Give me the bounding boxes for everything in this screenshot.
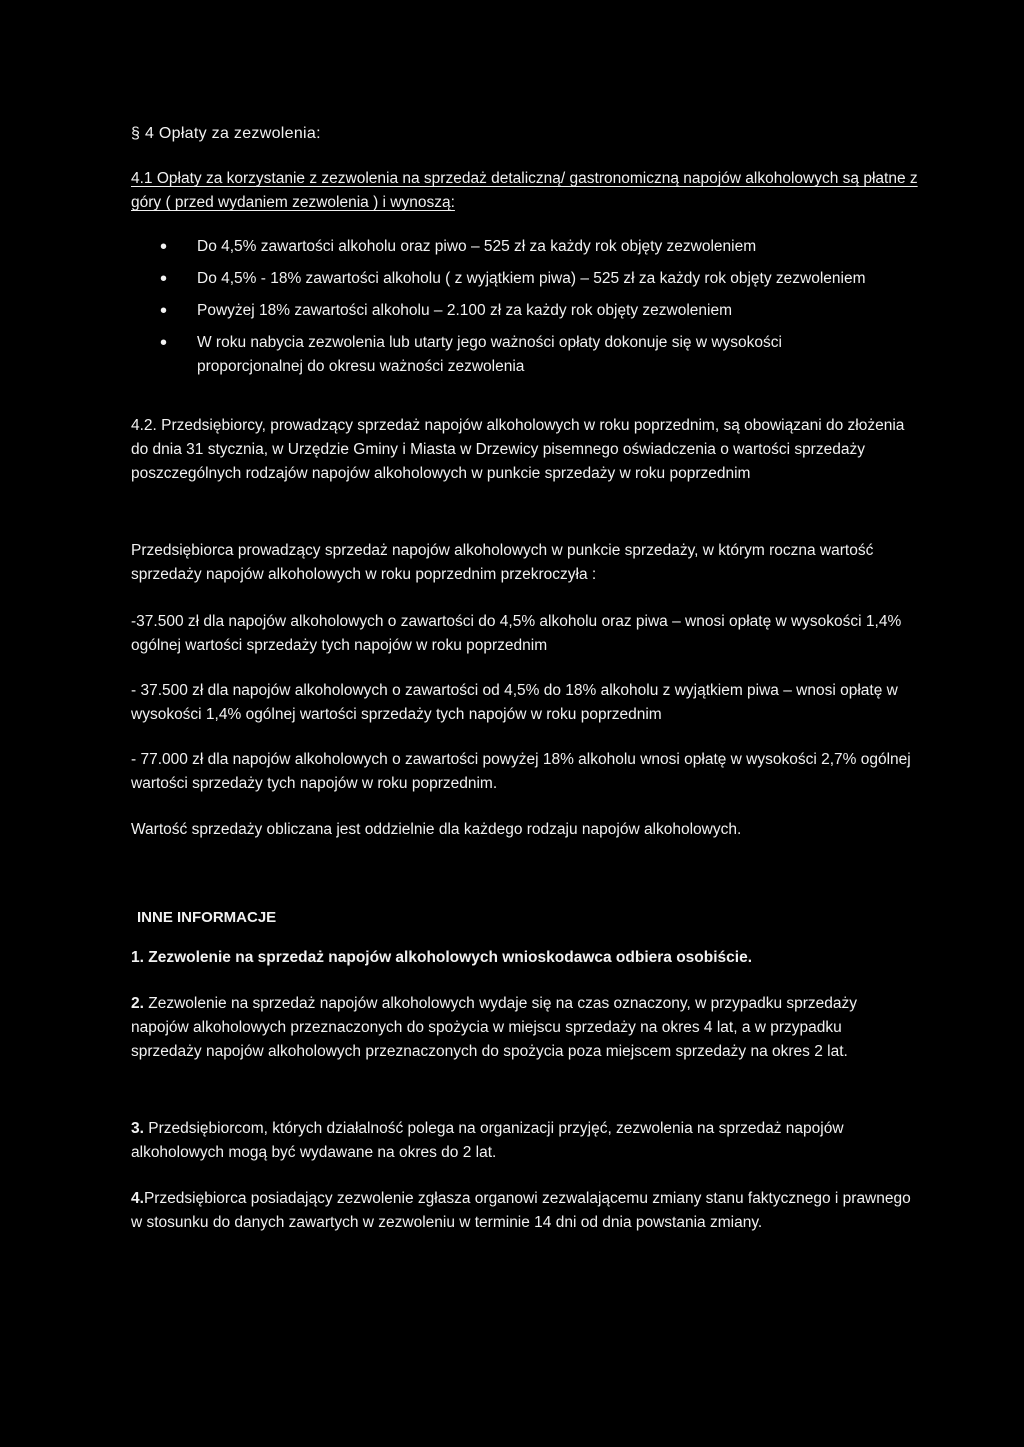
fee-item-1: • Do 4,5% zawartości alkoholu oraz piwo – 525 zł za każdy rok objęty zezwoleniem <box>160 235 880 259</box>
fee-item-3: • Powyżej 18% zawartości alkoholu – 2.100 zł za każdy rok objęty zezwoleniem <box>160 299 880 323</box>
fees-list <box>160 235 880 387</box>
section-heading: § 4 Opłaty za zezwolenia: <box>131 125 321 142</box>
fees-intro: 4.1 Opłaty za korzystanie z zezwolenia na sprzedaż detaliczną/ gastronomiczną napojów alkoholowych są płatne z góry ( przed wydaniem zezwolenia ) i wynoszą: <box>131 170 918 211</box>
info-item-4 <box>131 1187 911 1235</box>
info-item-1 <box>131 946 911 970</box>
info-item-number: 2. <box>131 995 144 1012</box>
info-item-text: Przedsiębiorcom, których działalność polega na organizacji przyjęć, zezwolenia na sprzedaż napojów alkoholowych mogą być wydawane na okres do 2 lat. <box>131 1120 844 1161</box>
fee-item-4: • W roku nabycia zezwolenia lub utarty jego ważności opłaty dokonuje się w wysokości proporcjonalnej do okresu ważności zezwolenia <box>160 331 880 379</box>
info-item-2 <box>131 992 911 1064</box>
threshold-intro: Przedsiębiorca prowadzący sprzedaż napojów alkoholowych w punkcie sprzedaży, w którym roczna wartość sprzedaży napojów alkoholowych w roku poprzednim przekroczyła : <box>131 542 874 583</box>
info-item-number: 3. <box>131 1120 144 1137</box>
other-info-heading: INNE INFORMACJE <box>137 909 277 926</box>
fee-item-2: • Do 4,5% - 18% zawartości alkoholu ( z wyjątkiem piwa) – 525 zł za każdy rok objęty zezwoleniem <box>160 267 880 291</box>
info-item-text: Przedsiębiorca posiadający zezwolenie zgłasza organowi zezwalającemu zmiany stanu faktycznego i prawnego w stosunku do danych zawartych w zezwoleniu w terminie 14 dni od dnia powstania zmiany. <box>131 1190 911 1231</box>
threshold-3: - 77.000 zł dla napojów alkoholowych o zawartości powyżej 18% alkoholu wnosi opłatę w wysokości 2,7% ogólnej wartości sprzedaży tych napojów w roku poprzednim. <box>131 751 911 792</box>
sales-value-note: Wartość sprzedaży obliczana jest oddzielnie dla każdego rodzaju napojów alkoholowych. <box>131 821 742 838</box>
info-item-text: Zezwolenie na sprzedaż napojów alkoholowych wydaje się na czas oznaczony, w przypadku sprzedaży napojów alkoholowych przeznaczonych do spożycia w miejscu sprzedaży na okres 4 lat, a w przypadku sprzedaży napojów alkoholowych przeznaczonych do spożycia poza miejscem sprzedaży na okres 2 lat. <box>131 995 858 1060</box>
threshold-1: -37.500 zł dla napojów alkoholowych o zawartości do 4,5% alkoholu oraz piwa – wnosi opłatę w wysokości 1,4% ogólnej wartości sprzedaży tych napojów w roku poprzednim <box>131 613 902 654</box>
info-item-text: Zezwolenie na sprzedaż napojów alkoholowych wnioskodawca odbiera osobiście. <box>143 949 753 966</box>
info-item-number: 1. <box>131 949 144 966</box>
info-item-3 <box>131 1117 911 1165</box>
info-item-number: 4. <box>131 1190 144 1207</box>
threshold-2: - 37.500 zł dla napojów alkoholowych o zawartości od 4,5% do 18% alkoholu z wyjątkiem piwa – wnosi opłatę w wysokości 1,4% ogólnej wartości sprzedaży tych napojów w roku poprzednim <box>131 682 898 723</box>
paragraph-4-2: 4.2. Przedsiębiorcy, prowadzący sprzedaż napojów alkoholowych w roku poprzednim, są obowiązani do złożenia do dnia 31 stycznia, w Urzędzie Gminy i Miasta w Drzewicy pisemnego oświadczenia o wartości sprzedaży poszczególnych rodzajów napojów alkoholowych w punkcie sprzedaży w roku poprzednim <box>131 417 905 482</box>
